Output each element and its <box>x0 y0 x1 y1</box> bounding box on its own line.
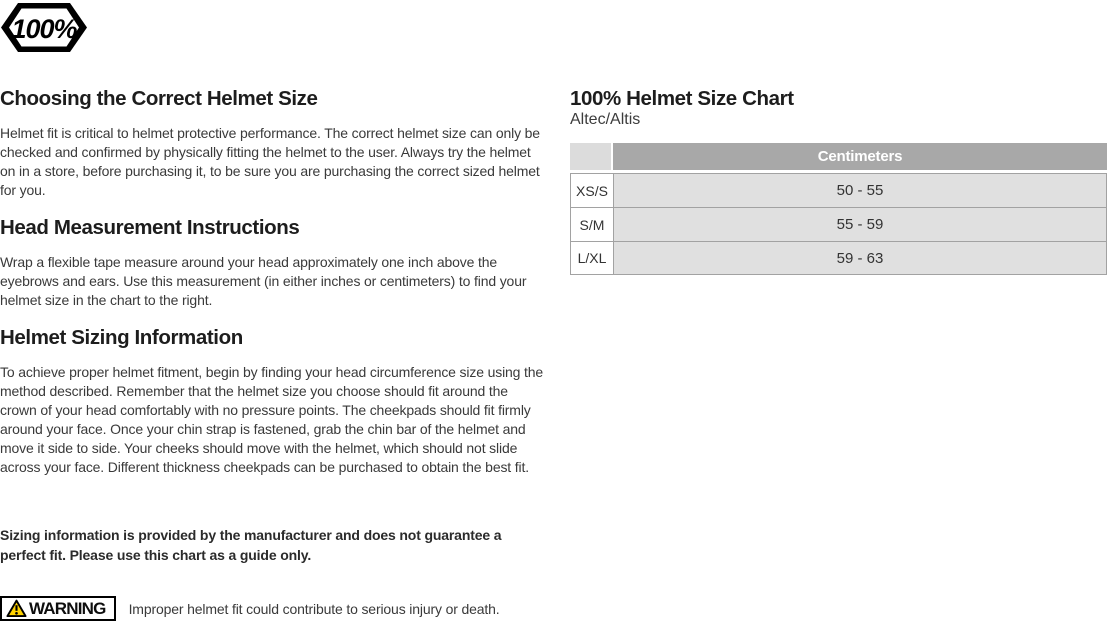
size-chart-model-subtitle: Altec/Altis <box>570 111 641 128</box>
table-header-row <box>570 143 1107 173</box>
size-chart-column <box>570 88 1110 275</box>
size-value-cell: 50 - 55 <box>613 173 1107 207</box>
section-heading-head-measurement: Head Measurement Instructions <box>0 216 300 239</box>
size-label-cell: L/XL <box>570 241 613 275</box>
size-value-cell: 55 - 59 <box>613 207 1107 241</box>
warning-badge <box>0 596 116 621</box>
table-corner-cell <box>570 143 613 173</box>
section-heading-choosing-size: Choosing the Correct Helmet Size <box>0 87 318 110</box>
sizing-guide-text-column <box>0 88 545 621</box>
paragraph-measurement-instructions: Wrap a flexible tape measure around your head approximately one inch above the eyebrows and ears. Use this measurement (in either inches or centimeters) to find your helmet size in the chart to the right. <box>0 254 527 308</box>
logo-text: 100% <box>11 14 77 44</box>
section-heading-sizing-information: Helmet Sizing Information <box>0 326 243 349</box>
size-chart-heading: 100% Helmet Size Chart <box>570 87 794 110</box>
table-row <box>570 241 1107 275</box>
table-column-header-centimeters: Centimeters <box>613 143 1107 173</box>
size-label-cell: XS/S <box>570 173 613 207</box>
size-label-cell: S/M <box>570 207 613 241</box>
warning-row <box>0 596 545 621</box>
table-row <box>570 207 1107 241</box>
paragraph-helmet-fit: Helmet fit is critical to helmet protective performance. The correct helmet size can only be checked and confirmed by physically fitting the helmet to the user. Always try the helmet on in a store, before purchasing it, to be sure you are purchasing the correct sized helmet for you. <box>0 125 540 198</box>
table-row <box>570 173 1107 207</box>
paragraph-sizing-information: To achieve proper helmet fitment, begin by finding your head circumference size using the method described. Remember that the helmet size you choose should fit around the crown of your head comfortably with no pressure points. The cheekpads should fit firmly around your face. Once your chin strap is fastened, grab the chin bar of the helmet and move it side to side. Your cheeks should move with the helmet, which should not slide across your face. Different thickness cheekpads can be purchased to obtain the best fit. <box>0 364 544 475</box>
logo-hexagon-icon <box>0 2 88 53</box>
warning-badge-label: WARNING <box>29 599 106 618</box>
manufacturer-disclaimer: Sizing information is provided by the manufacturer and does not guarantee a perfect fit. Please use this chart as a guide only. <box>0 527 502 563</box>
helmet-size-chart-table <box>570 143 1107 275</box>
brand-logo-100-percent <box>0 2 88 53</box>
size-value-cell: 59 - 63 <box>613 241 1107 275</box>
warning-triangle-icon <box>6 599 27 618</box>
warning-message: Improper helmet fit could contribute to serious injury or death. <box>128 600 500 617</box>
